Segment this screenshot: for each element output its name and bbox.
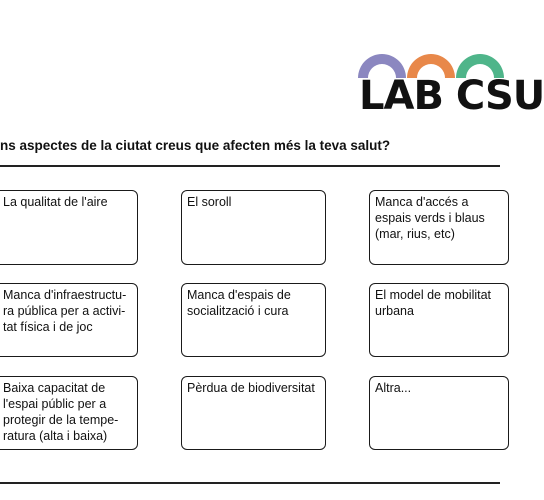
- option-card-green-blue-spaces[interactable]: [369, 190, 509, 265]
- top-divider: [0, 165, 500, 167]
- logo-text: LAB CSU: [359, 73, 544, 119]
- option-label: El soroll: [187, 195, 232, 209]
- option-label: Pèrdua de biodiversitat: [187, 381, 315, 395]
- option-label: Baixa capacitat de l'espai públic per a protegir de la tempe-ratura (alta i baixa): [3, 381, 119, 443]
- option-card-mobility-model[interactable]: [369, 283, 509, 357]
- option-card-noise[interactable]: [181, 190, 326, 265]
- question-heading: ns aspectes de la ciutat creus que afecten més la teva salut?: [0, 138, 391, 153]
- option-card-air-quality[interactable]: [0, 190, 138, 265]
- option-label: Manca d'infraestructu-ra pública per a activi-tat física i de joc: [3, 288, 127, 334]
- option-label: La qualitat de l'aire: [3, 195, 108, 209]
- option-label: Manca d'espais de socialització i cura: [187, 288, 291, 318]
- lab-csu-logo: [358, 40, 544, 120]
- bottom-divider: [0, 482, 500, 484]
- option-card-socialization-spaces[interactable]: [181, 283, 326, 357]
- option-card-other[interactable]: [369, 376, 509, 450]
- option-label: El model de mobilitat urbana: [375, 288, 492, 318]
- option-label: Altra...: [375, 381, 412, 395]
- option-card-temperature-protection[interactable]: [0, 376, 138, 450]
- option-label: Manca d'accés a espais verds i blaus (mar, rius, etc): [375, 195, 485, 241]
- option-card-physical-activity-infrastructure[interactable]: [0, 283, 138, 357]
- option-card-biodiversity-loss[interactable]: [181, 376, 326, 450]
